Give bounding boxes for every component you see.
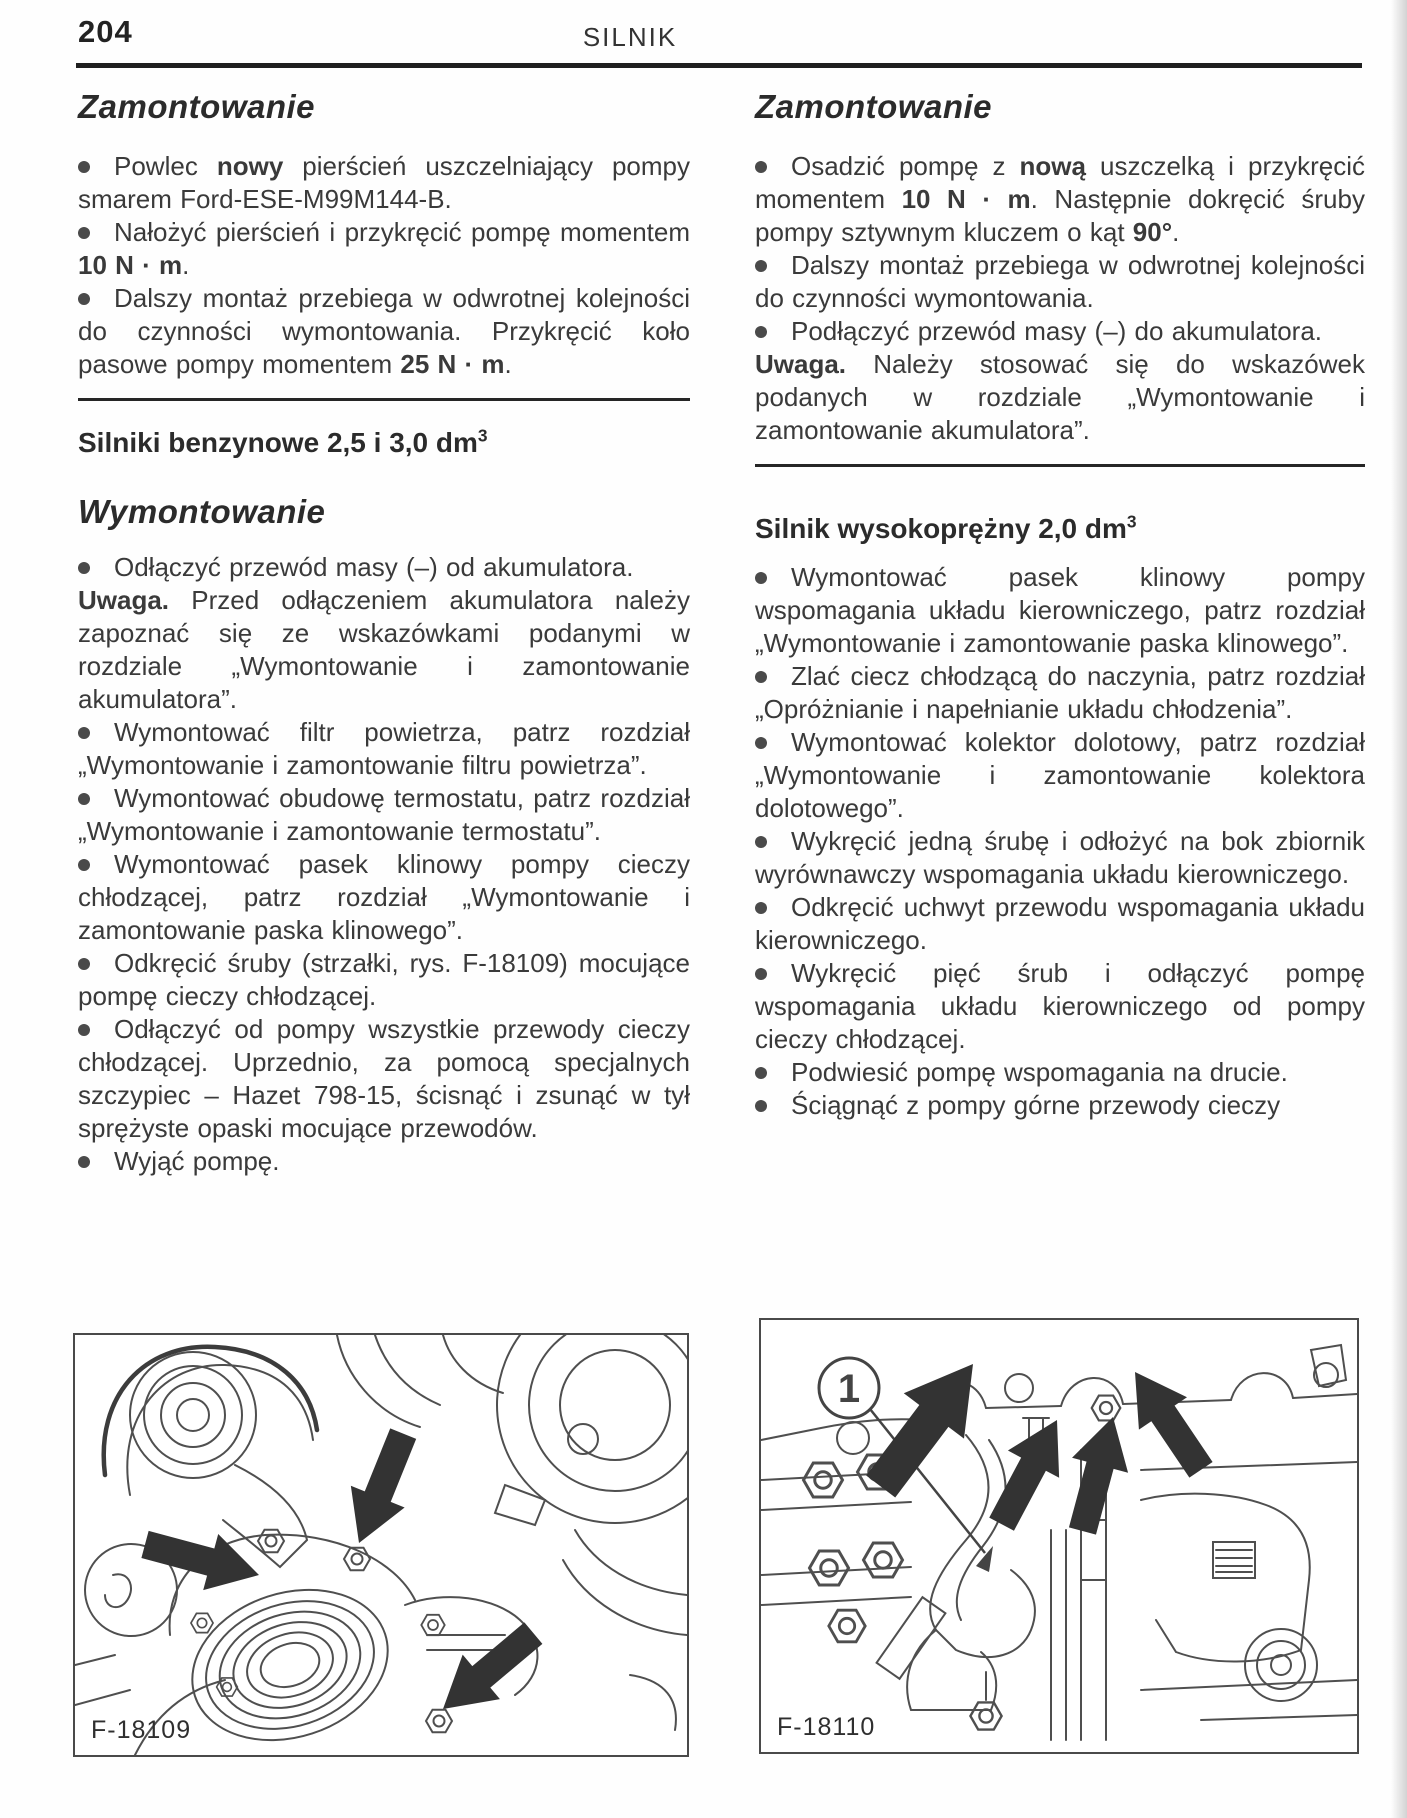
bullet-marker bbox=[755, 260, 767, 272]
bullet-paragraph: Osadzić pompę z nową uszczelką i przykręcić momentem 10 N · m. Następnie dokręcić śruby pompy sztywnym kluczem o kąt 90°. bbox=[755, 150, 1365, 247]
heading-petrol-engines: Silniki benzynowe 2,5 i 3,0 $dm^3$ bbox=[78, 425, 488, 458]
bullet-paragraph: Odkręcić śruby (strzałki, rys. F-18109) mocujące pompę cieczy chłodzącej. bbox=[78, 948, 690, 1012]
bullet-paragraph: Odkręcić uchwyt przewodu wspomagania układu kierowniczego. bbox=[755, 892, 1365, 956]
bolt-arrow-icons bbox=[851, 1341, 1225, 1538]
bullet-paragraph: Zlać ciecz chłodzącą do naczynia, patrz rozdział „Opróżnianie i napełnianie układu chłodzenia”. bbox=[755, 661, 1365, 725]
bullet-paragraph: Ściągnąć z pompy górne przewody cieczy bbox=[755, 1089, 1365, 1122]
bullet-marker bbox=[78, 958, 90, 970]
bullet-marker bbox=[755, 902, 767, 914]
bullet-paragraph: Wykręcić jedną śrubę i odłożyć na bok zbiornik wyrównawczy wspomagania układu kierowniczego. bbox=[755, 826, 1365, 890]
bullet-marker bbox=[755, 326, 767, 338]
heading-installation-right: Zamontowanie bbox=[755, 88, 993, 125]
left-column bbox=[78, 88, 690, 1178]
bullet-paragraph: Wymontować pasek klinowy pompy cieczy chłodzącej, patrz rozdział „Wymontowanie i zamontowanie paska klinowego”. bbox=[78, 849, 690, 946]
scan-edge-shadow bbox=[1391, 0, 1407, 1818]
right-column bbox=[755, 88, 1365, 1122]
bullet-marker bbox=[78, 227, 90, 239]
section-title: SILNIK bbox=[582, 22, 678, 52]
bullet-marker bbox=[78, 161, 90, 173]
header-rule bbox=[76, 63, 1362, 68]
figure-f18109 bbox=[73, 1333, 689, 1757]
installation-steps-v6 bbox=[78, 150, 690, 381]
section-divider bbox=[755, 464, 1365, 467]
bullet-marker bbox=[755, 161, 767, 173]
bullet-paragraph: Podłączyć przewód masy (–) do akumulatora. bbox=[755, 315, 1365, 348]
note-paragraph: Uwaga. Przed odłączeniem akumulatora należy zapoznać się ze wskazówkami podanymi w rozdziale „Wymontowanie i zamontowanie akumulatora”. bbox=[78, 585, 690, 715]
figure-f18110 bbox=[759, 1318, 1359, 1754]
note-paragraph: Uwaga. Należy stosować się do wskazówek podanych w rozdziale „Wymontowanie i zamontowanie akumulatora”. bbox=[755, 348, 1365, 445]
heading-diesel-engine: Silnik wysokoprężny 2,0 $dm^3$ bbox=[755, 511, 1137, 544]
bullet-marker bbox=[755, 737, 767, 749]
bullet-marker bbox=[78, 727, 90, 739]
bullet-marker bbox=[755, 572, 767, 584]
figure-callout-number: 1 bbox=[837, 1367, 861, 1411]
figure-label: F-18110 bbox=[777, 1713, 876, 1741]
bullet-marker bbox=[755, 1100, 767, 1112]
bullet-marker bbox=[755, 836, 767, 848]
installation-steps-diesel-pump bbox=[755, 150, 1365, 447]
figure-label: F-18109 bbox=[91, 1716, 192, 1744]
bullet-paragraph: Powlec nowy pierścień uszczelniający pompy smarem Ford-ESE-M99M144-B. bbox=[78, 150, 691, 214]
bullet-paragraph: Podwiesić pompę wspomagania na drucie. bbox=[755, 1056, 1365, 1089]
removal-steps bbox=[78, 551, 690, 1178]
diesel-pump-drawing bbox=[761, 1320, 1357, 1752]
bullet-marker bbox=[755, 671, 767, 683]
bullet-marker bbox=[78, 793, 90, 805]
bullet-paragraph: Nałożyć pierścień i przykręcić pompę momentem 10 N · m. bbox=[78, 216, 690, 280]
bullet-paragraph: Wymontować pasek klinowy pompy wspomagania układu kierowniczego, patrz rozdział „Wymontowanie i zamontowanie paska klinowego”. bbox=[755, 562, 1365, 659]
bullet-paragraph: Wymontować filtr powietrza, patrz rozdział „Wymontowanie i zamontowanie filtru powietrza”. bbox=[78, 717, 690, 781]
bullet-marker bbox=[78, 859, 90, 871]
bullet-paragraph: Wymontować kolektor dolotowy, patrz rozdział „Wymontowanie i zamontowanie kolektora dolotowego”. bbox=[755, 727, 1365, 824]
bullet-marker bbox=[78, 1156, 90, 1168]
heading-installation-left: Zamontowanie bbox=[78, 88, 316, 125]
heading-removal: Wymontowanie bbox=[78, 493, 326, 531]
bullet-paragraph: Wyjąć pompę. bbox=[78, 1145, 690, 1178]
diesel-removal-steps bbox=[755, 561, 1365, 1122]
bullet-paragraph: Wymontować obudowę termostatu, patrz rozdział „Wymontowanie i zamontowanie termostatu”. bbox=[78, 783, 690, 847]
bullet-paragraph: Dalszy montaż przebiega w odwrotnej kolejności do czynności wymontowania. Przykręcić koło pasowe pompy momentem 25 N · m. bbox=[78, 282, 690, 379]
bullet-marker bbox=[755, 1067, 767, 1079]
bullet-marker bbox=[78, 1024, 90, 1036]
bullet-marker bbox=[78, 562, 90, 574]
bullet-paragraph: Dalszy montaż przebiega w odwrotnej kolejności do czynności wymontowania. bbox=[755, 249, 1365, 313]
page-number: 204 bbox=[78, 14, 133, 49]
bolt-arrow-icons bbox=[138, 1423, 553, 1731]
bullet-marker bbox=[755, 968, 767, 980]
water-pump-drawing bbox=[75, 1335, 687, 1755]
section-divider bbox=[78, 398, 690, 401]
bullet-paragraph: Wykręcić pięć śrub i odłączyć pompę wspomagania układu kierowniczego od pompy cieczy chłodzącej. bbox=[755, 958, 1365, 1055]
bullet-paragraph: Odłączyć przewód masy (–) od akumulatora. bbox=[78, 551, 690, 584]
bullet-paragraph: Odłączyć od pompy wszystkie przewody cieczy chłodzącej. Uprzednio, za pomocą specjalnych szczypiec – Hazet 798-15, ścisnąć i zsunąć w tył sprężyste opaski mocujące przewodów. bbox=[78, 1014, 690, 1144]
bullet-marker bbox=[78, 293, 90, 305]
